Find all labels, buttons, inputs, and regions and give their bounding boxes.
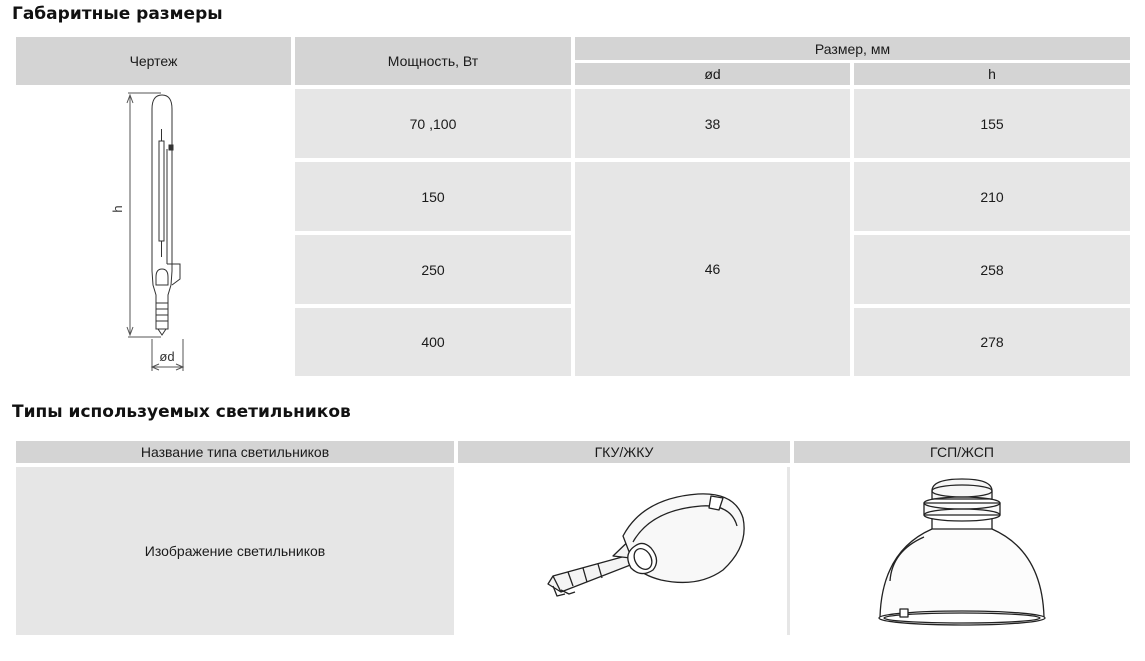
luminaires-title: Типы используемых светильников — [12, 402, 351, 422]
header-size-group: Размер, мм — [575, 37, 1130, 60]
header-type-name: Название типа светильников — [16, 441, 454, 463]
lamp-drawing-cell — [16, 89, 291, 376]
image-row-label: Изображение светильников — [16, 467, 454, 635]
street-luminaire-image — [473, 476, 773, 626]
header-height: h — [854, 63, 1130, 85]
row1-power: 70 ,100 — [295, 89, 571, 158]
lamp-drawing — [16, 89, 291, 376]
header-type-gsp: ГСП/ЖСП — [794, 441, 1130, 463]
row2-height: 210 — [854, 162, 1130, 231]
header-diameter: ød — [575, 63, 850, 85]
dimensions-title: Габаритные размеры — [12, 4, 223, 24]
header-power: Мощность, Вт — [295, 37, 571, 85]
row4-height: 278 — [854, 308, 1130, 376]
merged-diameter: 46 — [575, 162, 850, 376]
header-drawing: Чертеж — [16, 37, 291, 85]
luminaire-gsp-cell — [794, 467, 1130, 635]
row1-height: 155 — [854, 89, 1130, 158]
row1-diameter: 38 — [575, 89, 850, 158]
header-type-gku: ГКУ/ЖКУ — [458, 441, 790, 463]
luminaire-gku-cell — [458, 467, 790, 635]
diameter-dimension-label: ød — [159, 349, 175, 364]
row3-height: 258 — [854, 235, 1130, 304]
highbay-luminaire-image — [862, 471, 1062, 631]
row2-power: 150 — [295, 162, 571, 231]
height-dimension-label: h — [110, 205, 125, 213]
row4-power: 400 — [295, 308, 571, 376]
row3-power: 250 — [295, 235, 571, 304]
